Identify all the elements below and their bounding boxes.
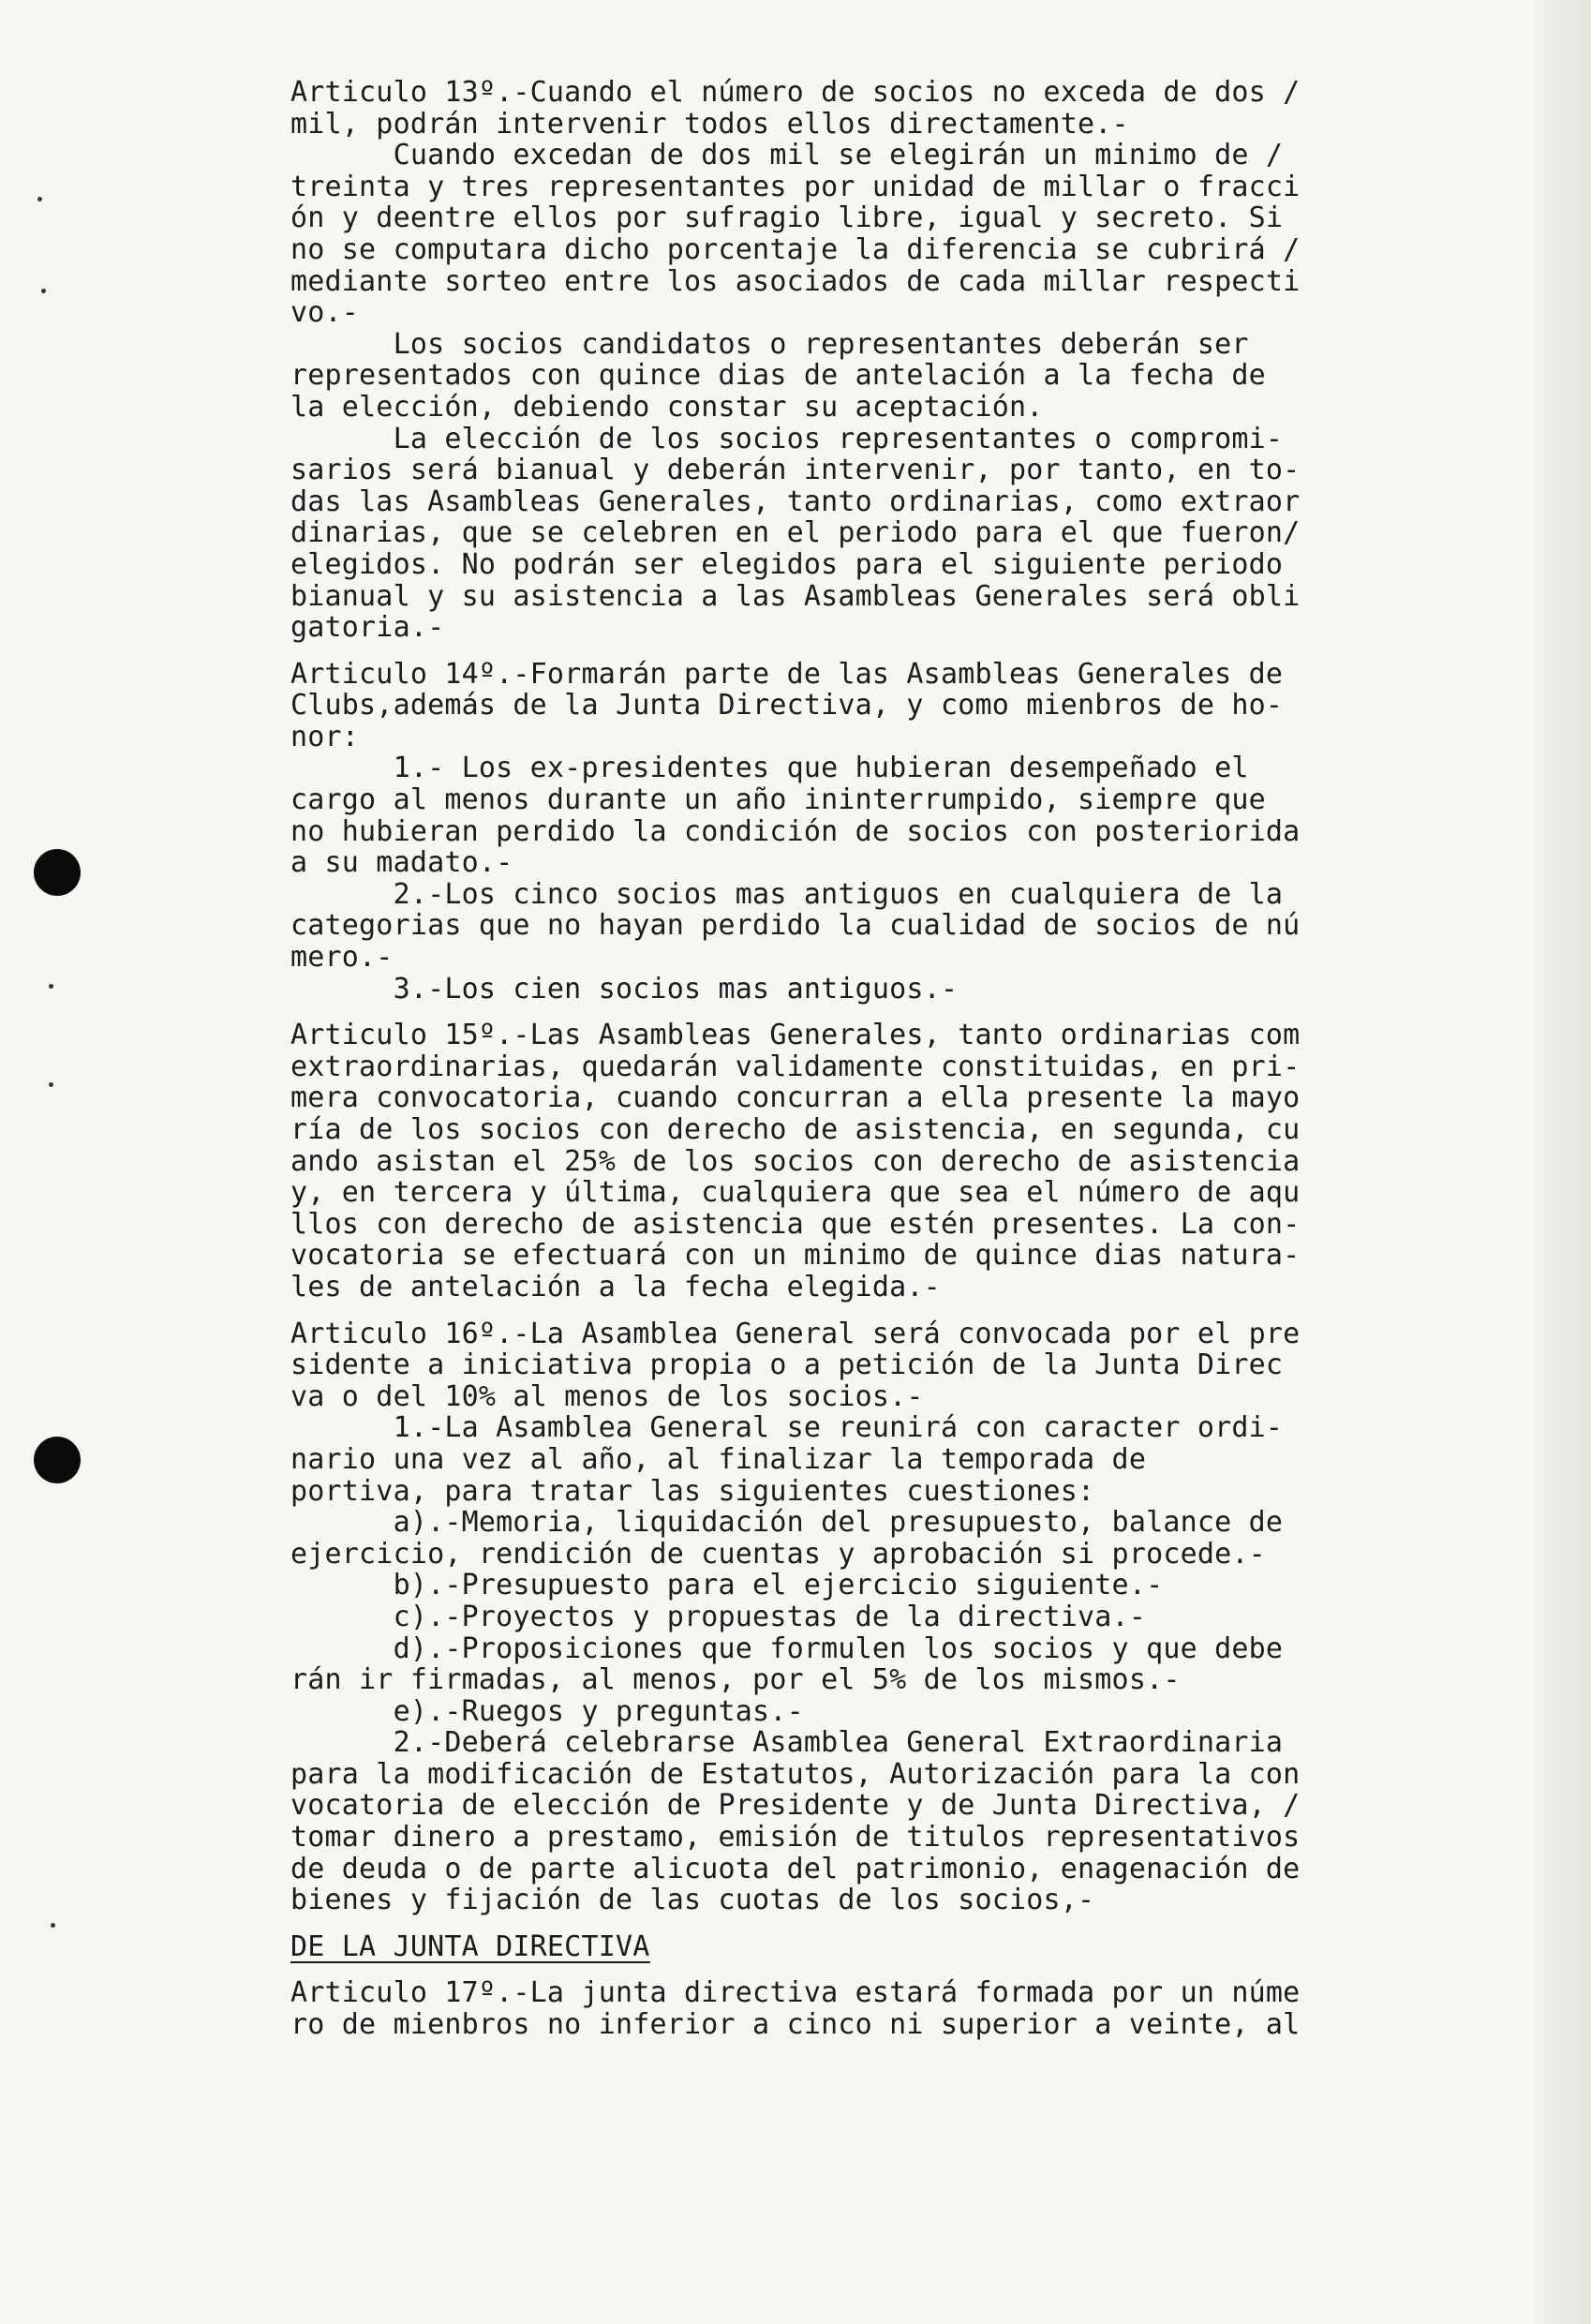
speck (41, 289, 46, 293)
text-line: sidente a iniciativa propia o a petición de la Junta Direc (290, 1348, 1284, 1382)
text-line: vocatoria se efectuará con un minimo de quince dias natura- (290, 1239, 1301, 1273)
text-line: llos con derecho de asistencia que estén presentes. La con- (290, 1207, 1301, 1241)
text-line: ón y deentre ellos por sufragio libre, igual y secreto. Si (290, 201, 1284, 235)
text-line: mil, podrán intervenir todos ellos directamente.- (290, 107, 1129, 141)
text-line: e).-Ruegos y preguntas.- (290, 1694, 804, 1728)
text-line: bienes y fijación de las cuotas de los socios,- (290, 1884, 1095, 1917)
text-line: va o del 10% al menos de los socios.- (290, 1379, 924, 1413)
text-line: rán ir firmadas, al menos, por el 5% de los mismos.- (290, 1663, 1181, 1697)
text-line: 1.- Los ex-presidentes que hubieran desempeñado el (290, 752, 1249, 785)
text-line: no se computara dicho porcentaje la diferencia se cubrirá / (290, 232, 1301, 266)
paragraph-gap (290, 1304, 1443, 1318)
text-line: bianual y su asistencia a las Asambleas Generales será obli (290, 579, 1301, 613)
text-line: ro de mienbros no inferior a cinco ni superior a veinte, al (290, 2008, 1301, 2042)
text-line: a).-Memoria, liquidación del presupuesto, balance de (290, 1506, 1284, 1540)
text-line: tomar dinero a prestamo, emisión de titulos representativos (290, 1821, 1301, 1855)
text-line: das las Asambleas Generales, tanto ordinarias, como extraor (290, 484, 1301, 518)
section-heading: DE LA JUNTA DIRECTIVA (290, 1929, 650, 1963)
text-line: Articulo 15º.-Las Asambleas Generales, tanto ordinarias com (290, 1019, 1301, 1052)
text-line: Articulo 17º.-La junta directiva estará formada por un núme (290, 1976, 1301, 2010)
paragraph-gap (290, 1005, 1443, 1020)
text-line: ando asistan el 25% de los socios con derecho de asistencia (290, 1144, 1301, 1178)
text-line: Articulo 16º.-La Asamblea General será convocada por el pre (290, 1317, 1301, 1350)
speck (51, 1923, 55, 1928)
text-line: nario una vez al año, al finalizar la temporada de (290, 1442, 1147, 1476)
text-line: Articulo 14º.-Formarán parte de las Asambleas Generales de (290, 657, 1284, 691)
speck (37, 197, 42, 201)
text-line: mediante sorteo entre los asociados de cada millar respecti (290, 264, 1301, 298)
text-line: vo.- (290, 296, 360, 330)
text-line: categorias que no hayan perdido la cualidad de socios de nú (290, 909, 1301, 943)
text-line: para la modificación de Estatutos, Autorización para la con (290, 1757, 1301, 1791)
text-line: mera convocatoria, cuando concurran a ella presente la mayo (290, 1081, 1301, 1115)
text-line: nor: (290, 720, 360, 753)
text-line: la elección, debiendo constar su aceptación. (290, 390, 1044, 424)
paragraph-gap (290, 1962, 1443, 1977)
text-line: Cuando excedan de dos mil se elegirán un minimo de / (290, 139, 1284, 172)
speck (49, 984, 53, 989)
text-line: cargo al menos durante un año ininterrumpido, siempre que (290, 783, 1266, 817)
speck (49, 1082, 53, 1087)
text-line: portiva, para tratar las siguientes cuestiones: (290, 1474, 1095, 1508)
text-line: dinarias, que se celebren en el periodo para el que fueron/ (290, 516, 1301, 550)
text-line: 1.-La Asamblea General se reunirá con caracter ordi- (290, 1411, 1284, 1445)
text-line: c).-Proyectos y propuestas de la directiva.- (290, 1600, 1147, 1633)
text-line: sarios será bianual y deberán intervenir, por tanto, en to- (290, 454, 1301, 487)
text-line: representados con quince dias de antelación a la fecha de (290, 359, 1266, 393)
text-line: no hubieran perdido la condición de socios con posteriorida (290, 814, 1301, 848)
typewritten-text (290, 77, 1443, 2041)
text-line: ejercicio, rendición de cuentas y aprobación si procede.- (290, 1537, 1266, 1571)
punch-hole (34, 1437, 81, 1483)
text-line: extraordinarias, quedarán validamente constituidas, en pri- (290, 1050, 1301, 1083)
text-line: Clubs,además de la Junta Directiva, y como mienbros de ho- (290, 689, 1284, 723)
text-line: 2.-Los cinco socios mas antiguos en cualquiera de la (290, 877, 1284, 911)
text-line: elegidos. No podrán ser elegidos para el siguiente periodo (290, 547, 1284, 581)
text-line: La elección de los socios representantes o compromi- (290, 422, 1284, 455)
page-edge-shadow (1535, 0, 1591, 2324)
text-line: de deuda o de parte alicuota del patrimonio, enagenación de (290, 1852, 1301, 1885)
paragraph-gap (290, 1916, 1443, 1931)
text-line: 3.-Los cien socios mas antiguos.- (290, 972, 959, 1006)
text-line: a su madato.- (290, 846, 513, 880)
text-line: treinta y tres representantes por unidad de millar o fracci (290, 170, 1301, 203)
text-line: Articulo 13º.-Cuando el número de socios no exceda de dos / (290, 76, 1301, 109)
text-line: 2.-Deberá celebrarse Asamblea General Extraordinaria (290, 1726, 1284, 1760)
text-line: mero.- (290, 941, 394, 975)
text-line: y, en tercera y última, cualquiera que sea el número de aqu (290, 1176, 1301, 1210)
text-line: Los socios candidatos o representantes deberán ser (290, 327, 1249, 361)
section-heading-line (290, 1931, 1443, 1963)
paragraph-gap (290, 644, 1443, 659)
text-line: ría de los socios con derecho de asistencia, en segunda, cu (290, 1113, 1301, 1146)
text-line: les de antelación a la fecha elegida.- (290, 1270, 941, 1304)
punch-hole (34, 849, 81, 896)
text-line: gatoria.- (290, 611, 445, 645)
text-line: vocatoria de elección de Presidente y de Junta Directiva, / (290, 1789, 1301, 1823)
text-line: b).-Presupuesto para el ejercicio siguiente.- (290, 1569, 1164, 1602)
text-line: d).-Proposiciones que formulen los socios y que debe (290, 1631, 1284, 1665)
